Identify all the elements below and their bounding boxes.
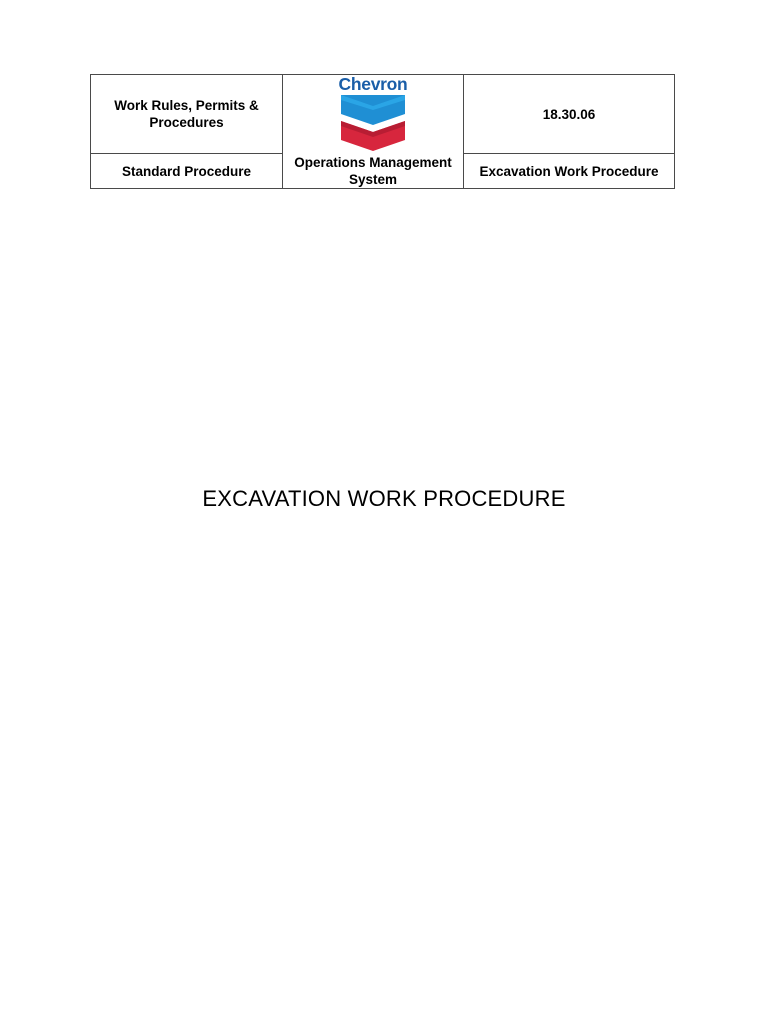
doc-type-cell xyxy=(91,154,283,189)
document-title: EXCAVATION WORK PROCEDURE xyxy=(202,486,566,511)
category-cell xyxy=(91,75,283,154)
chevron-hallmark-icon xyxy=(339,94,407,152)
doc-number: 18.30.06 xyxy=(542,106,596,122)
doc-type-label: Standard Procedure xyxy=(121,163,252,179)
procedure-name-cell xyxy=(464,154,675,189)
category-label: Work Rules, Permits & Procedures xyxy=(114,98,259,130)
procedure-name: Excavation Work Procedure xyxy=(479,163,659,179)
chevron-logo xyxy=(283,75,463,152)
logo-wordmark: Chevron xyxy=(338,74,408,94)
doc-number-cell xyxy=(464,75,675,154)
logo-cell xyxy=(283,75,464,154)
document-header-table xyxy=(90,74,675,189)
system-name: Operations Management System xyxy=(294,154,452,187)
system-name-cell xyxy=(283,154,464,189)
